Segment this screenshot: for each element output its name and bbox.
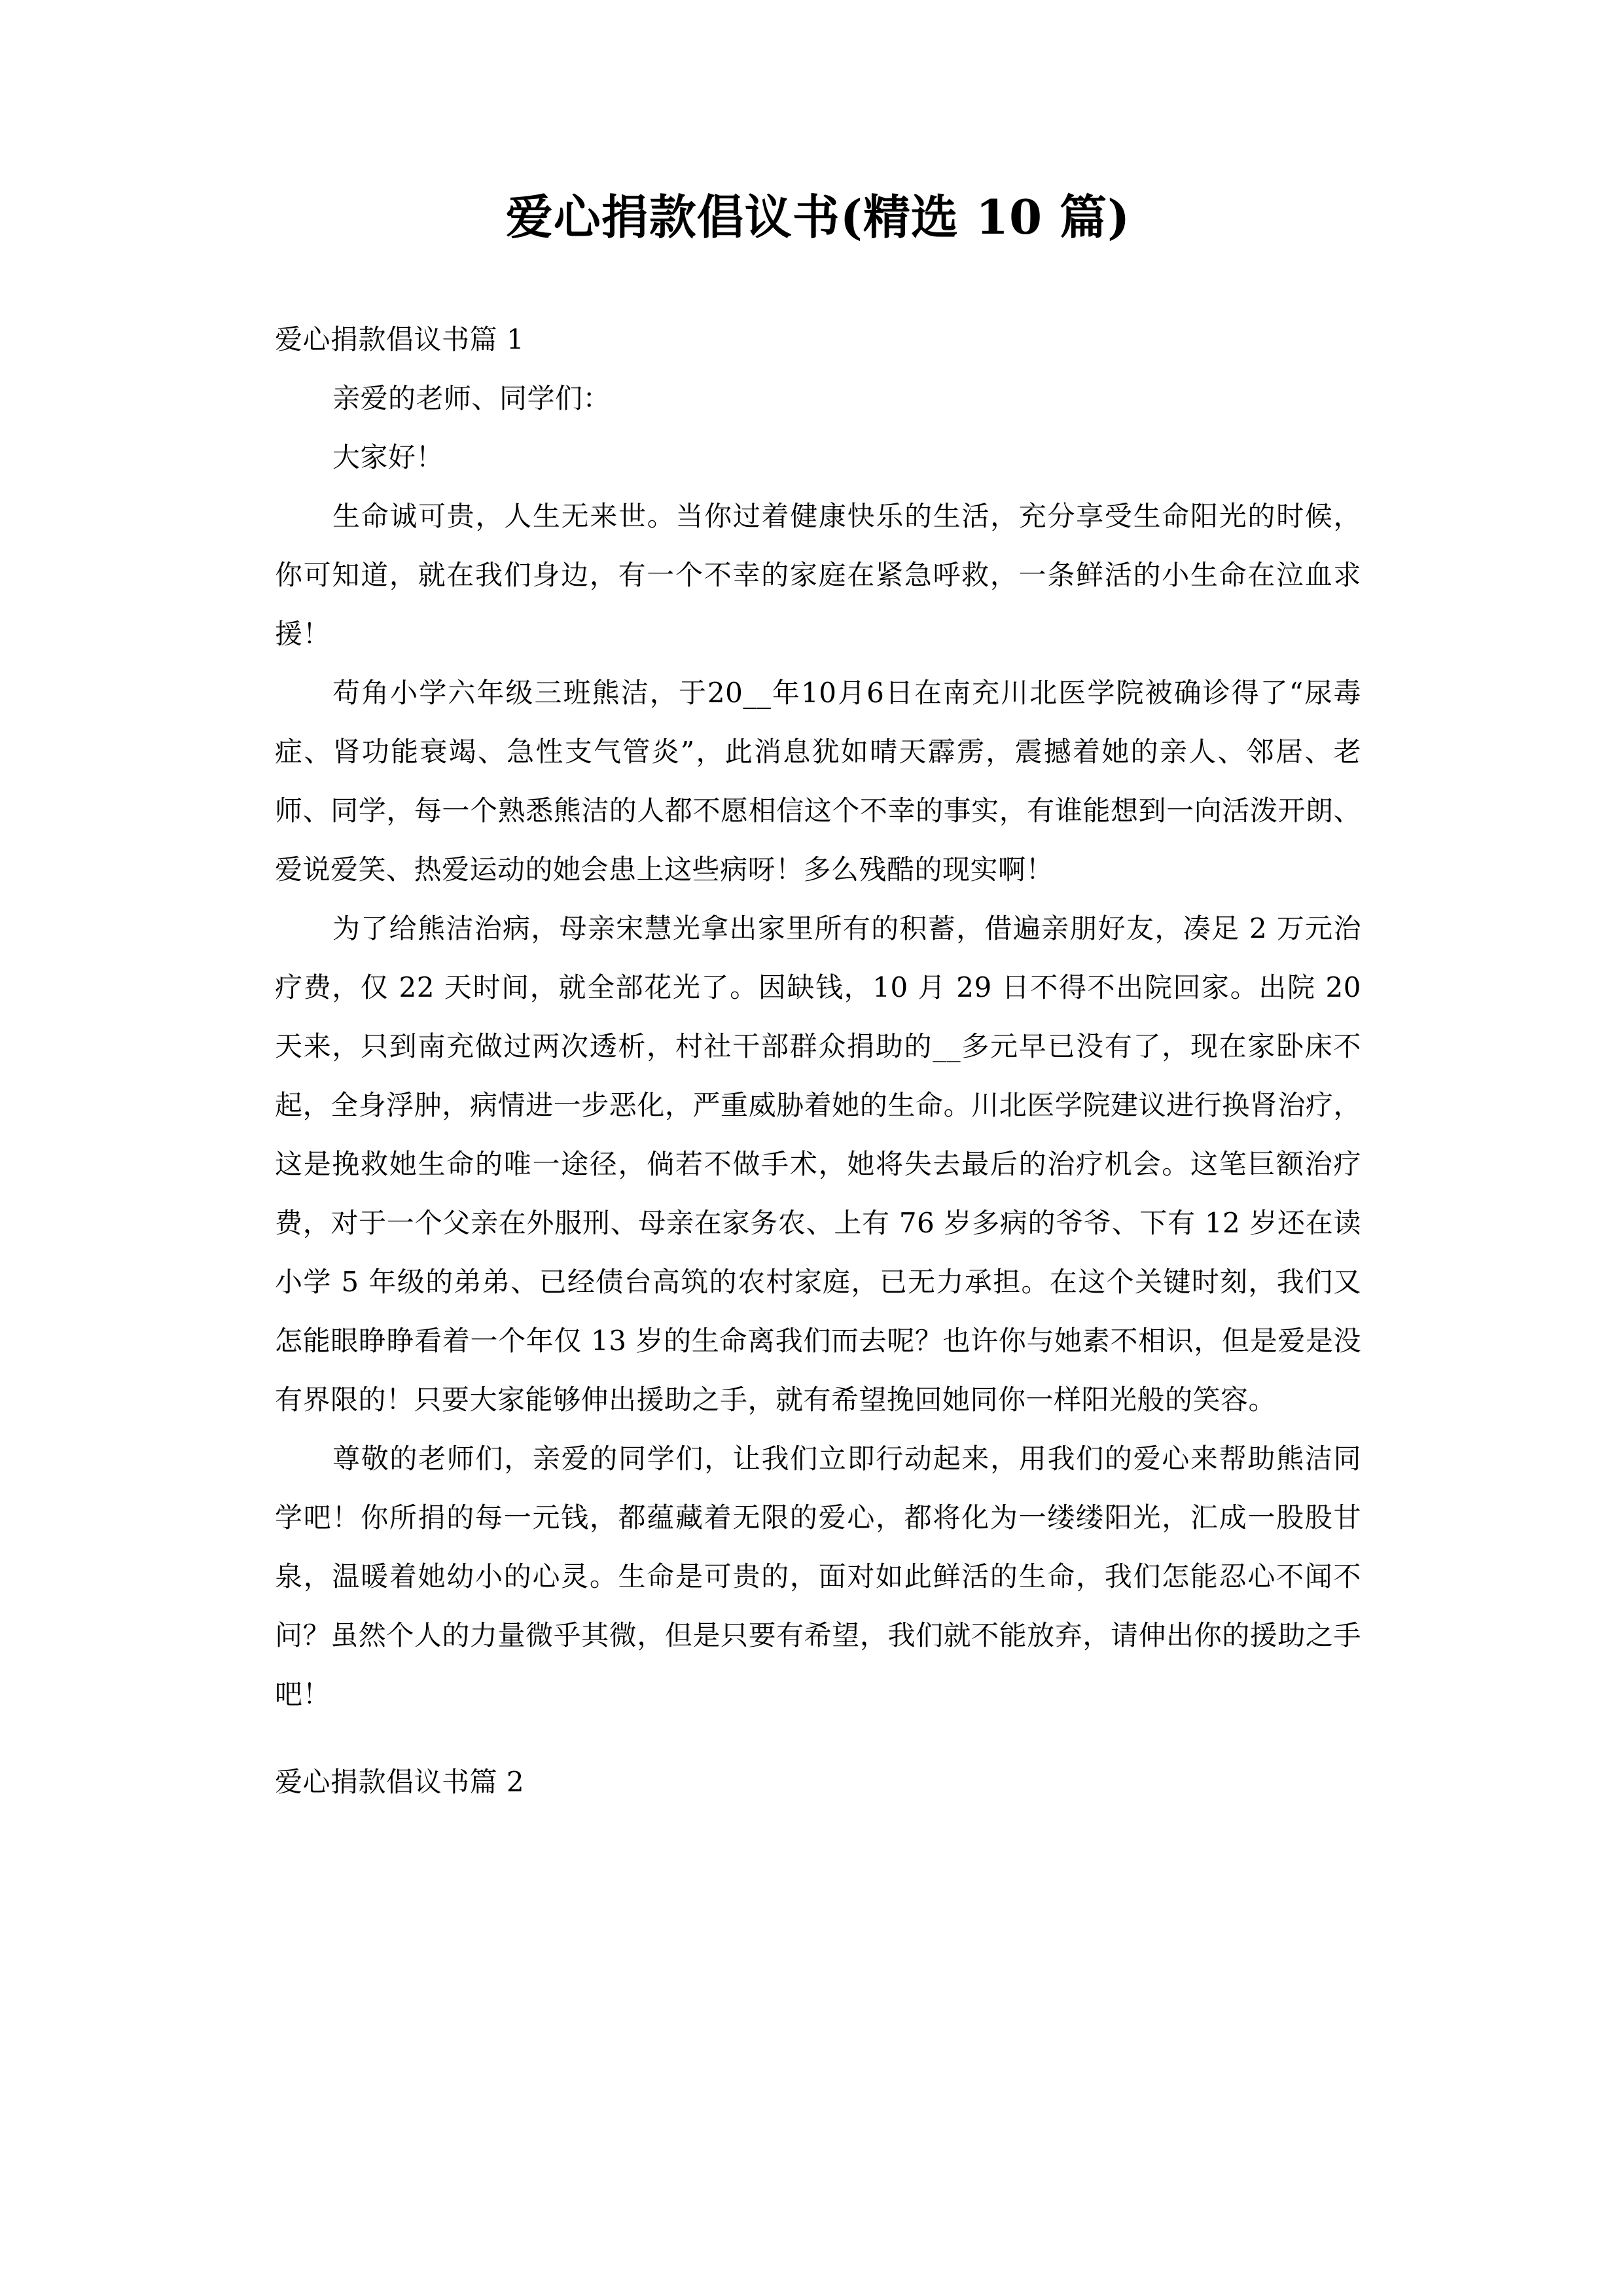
paragraph-opening: 生命诚可贵，人生无来世。当你过着健康快乐的生活，充分享受生命阳光的时候，你可知道，就在我们身边，有一个不幸的家庭在紧急呼救，一条鲜活的小生命在泣血求援！ <box>275 500 1361 650</box>
page-title: 爱心捐款倡议书(精选 10 篇) <box>505 189 1131 245</box>
section-heading-1: 爱心捐款倡议书篇 1 <box>275 323 525 355</box>
greeting: 大家好！ <box>332 441 444 473</box>
document-content <box>275 0 1361 1812</box>
paragraph-diagnosis: 苟角小学六年级三班熊洁，于20__年10月6日在南充川北医学院被确诊得了“尿毒症、肾功能衰竭、急性支气管炎”，此消息犹如晴天霹雳，震撼着她的亲人、邻居、老师、同学，每一个熟悉熊洁的人都不愿相信这个不幸的事实，有谁能想到一向活泼开朗、爱说爱笑、热爱运动的她会患上这些病呀！多么残酷的现实啊！ <box>275 677 1361 886</box>
document-body <box>275 310 1361 1812</box>
salutation: 亲爱的老师、同学们： <box>332 382 611 414</box>
paragraph-call-to-action: 尊敬的老师们，亲爱的同学们，让我们立即行动起来，用我们的爱心来帮助熊洁同学吧！你所捐的每一元钱，都蕴藏着无限的爱心，都将化为一缕缕阳光，汇成一股股甘泉，温暖着她幼小的心灵。生命是可贵的，面对如此鲜活的生命，我们怎能忍心不闻不问？虽然个人的力量微乎其微，但是只要有希望，我们就不能放弃，请伸出你的援助之手吧！ <box>275 1443 1361 1710</box>
section-heading-2: 爱心捐款倡议书篇 2 <box>275 1766 525 1798</box>
section-spacer <box>275 1724 1361 1753</box>
paragraph-treatment-costs: 为了给熊洁治病，母亲宋慧光拿出家里所有的积蓄，借遍亲朋好友，凑足 2 万元治疗费，仅 22 天时间，就全部花光了。因缺钱，10 月 29 日不得不出院回家。出院 20 天来，只到南充做过两次透析，村社干部群众捐助的__多元早已没有了，现在家卧床不起，全身浮肿，病情进一步恶化，严重威胁着她的生命。川北医学院建议进行换肾治疗，这是挽救她生命的唯一途径，倘若不做手术，她将失去最后的治疗机会。这笔巨额治疗费，对于一个父亲在外服刑、母亲在家务农、上有 76 岁多病的爷爷、下有 12 岁还在读小学 5 年级的弟弟、已经债台高筑的农村家庭，已无力承担。在这个关键时刻，我们又怎能眼睁睁看着一个年仅 13 岁的生命离我们而去呢？也许你与她素不相识，但是爱是没有界限的！只要大家能够伸出援助之手，就有希望挽回她同你一样阳光般的笑容。 <box>275 912 1361 1416</box>
